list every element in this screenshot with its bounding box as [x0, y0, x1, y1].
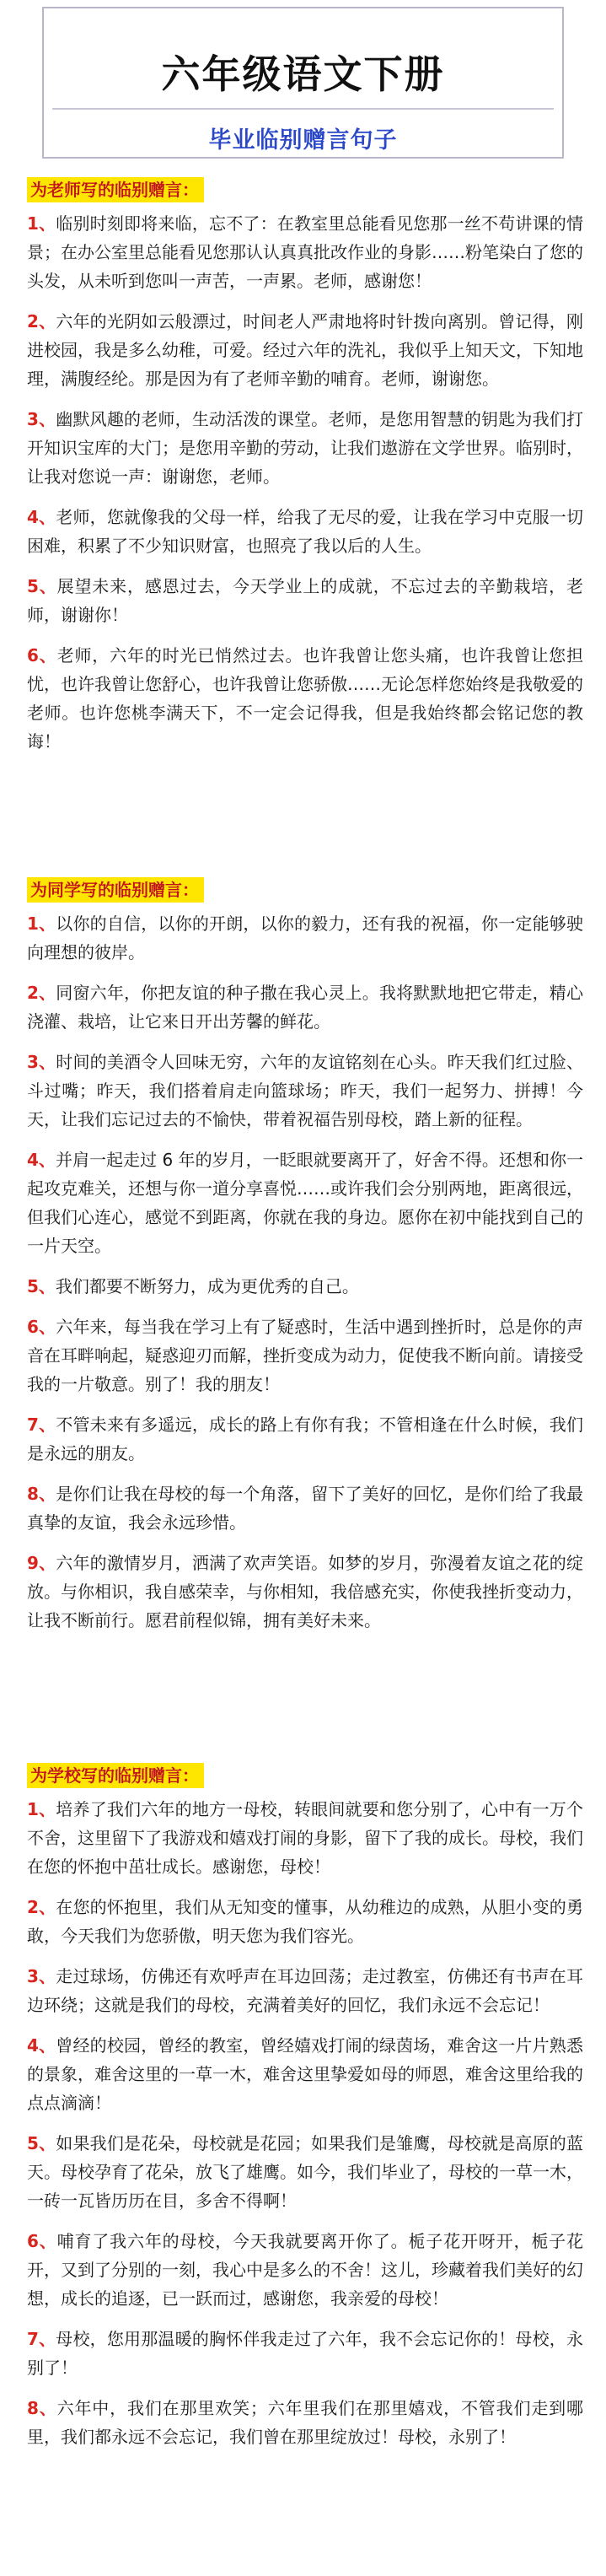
list-item	[27, 405, 583, 491]
item-text: 临别时刻即将来临，忘不了：在教室里总能看见您那一丝不苟讲课的情景；在办公室里总能看见您那认认真真批改作业的身影……粉笔染白了您的头发，从未听到您叫一声苦，一声累。老师，感谢您！	[27, 213, 583, 291]
section-items	[27, 209, 583, 756]
item-number: 4、	[27, 1150, 56, 1170]
item-text: 如果我们是花朵，母校就是花园；如果我们是雏鹰，母校就是高原的蓝天。母校孕育了花朵，放飞了雄鹰。如今，我们毕业了，母校的一草一木，一砖一瓦皆历历在目，多舍不得啊！	[27, 2133, 583, 2211]
title-box	[42, 7, 564, 159]
item-text: 同窗六年，你把友谊的种子撒在我心灵上。我将默默地把它带走，精心浇灌、栽培，让它来日开出芳馨的鲜花。	[27, 983, 583, 1032]
item-number: 9、	[27, 1553, 56, 1573]
section-teacher	[27, 177, 583, 768]
item-number: 7、	[27, 1415, 56, 1435]
section-title: 为老师写的临别赠言：	[27, 177, 204, 202]
item-text: 不管未来有多遥远，成长的路上有你有我；不管相逢在什么时候，我们是永远的朋友。	[27, 1415, 583, 1463]
list-item	[27, 909, 583, 967]
list-item	[27, 1479, 583, 1537]
item-text: 六年的激情岁月，洒满了欢声笑语。如梦的岁月，弥漫着友谊之花的绽放。与你相识，我自感荣幸，与你相知，我倍感充实，你使我挫折变动力，让我不断前行。愿君前程似锦，拥有美好未来。	[27, 1553, 583, 1630]
item-number: 3、	[27, 1052, 56, 1072]
list-item	[27, 978, 583, 1036]
item-text: 并肩一起走过 6 年的岁月，一眨眼就要离开了，好舍不得。还想和你一起攻克难关，还想与你一道分享喜悦……或许我们会分别两地，距离很远，但我们心连心，感觉不到距离，你就在我的身边。愿你在初中能找到自己的一片天空。	[27, 1150, 583, 1256]
title-divider	[52, 108, 554, 110]
list-item	[27, 572, 583, 629]
item-text: 展望未来，感恩过去，今天学业上的成就，不忘过去的辛勤栽培，老师，谢谢你！	[27, 576, 584, 625]
list-item	[27, 1893, 583, 1950]
item-text: 曾经的校园，曾经的教室，曾经嬉戏打闹的绿茵场，难舍这一片片熟悉的景象，难舍这里的一草一木，难舍这里挚爱如母的师恩，难舍这里给我的点点滴滴！	[27, 2035, 583, 2113]
list-item	[27, 1549, 583, 1635]
item-text: 在您的怀抱里，我们从无知变的懂事，从幼稚边的成熟，从胆小变的勇敢，今天我们为您骄傲，明天您为我们容光。	[27, 1897, 583, 1946]
item-number: 6、	[27, 1317, 56, 1337]
item-text: 哺育了我六年的母校，今天我就要离开你了。栀子花开呀开，栀子花开，又到了分别的一刻，我心中是多么的不舍！这儿，珍藏着我们美好的幻想，成长的追逐，已一跃而过，感谢您，我亲爱的母校！	[27, 2231, 584, 2309]
item-number: 7、	[27, 2329, 56, 2349]
list-item	[27, 1145, 583, 1260]
item-text: 走过球场，仿佛还有欢呼声在耳边回荡；走过教室，仿佛还有书声在耳边环绕；这就是我们的母校，充满着美好的回忆，我们永远不会忘记！	[27, 1966, 583, 2015]
list-item	[27, 641, 583, 756]
section-title: 为学校写的临别赠言：	[27, 1763, 204, 1788]
list-item	[27, 2227, 583, 2313]
page-subtitle: 毕业临别赠言句子	[208, 127, 398, 154]
item-number: 6、	[27, 645, 57, 666]
item-text: 老师，六年的时光已悄然过去。也许我曾让您头痛，也许我曾让您担忧，也许我曾让您舒心，也许我曾让您骄傲……无论怎样您始终是我敬爱的老师。也许您桃李满天下，不一定会记得我，但是我始终都会铭记您的教诲！	[27, 645, 584, 752]
section-title: 为同学写的临别赠言：	[27, 877, 204, 903]
item-number: 5、	[27, 1276, 56, 1296]
list-item	[27, 2325, 583, 2382]
item-text: 六年来，每当我在学习上有了疑惑时，生活中遇到挫折时，总是你的声音在耳畔响起，疑惑迎刃而解，挫折变成为动力，促使我不断向前。请接受我的一片敬意。别了！我的朋友！	[27, 1317, 583, 1394]
item-text: 幽默风趣的老师，生动活泼的课堂。老师，是您用智慧的钥匙为我们打开知识宝库的大门；是您用辛勤的劳动，让我们遨游在文学世界。临别时，让我对您说一声：谢谢您，老师。	[27, 409, 583, 487]
item-number: 3、	[27, 1966, 56, 1986]
item-text: 六年的光阴如云般漂过，时间老人严肃地将时针拨向离别。曾记得，刚进校园，我是多么幼稚，可爱。经过六年的洗礼，我似乎上知天文，下知地理，满腹经纶。那是因为有了老师辛勤的哺育。老师，谢谢您。	[27, 311, 583, 389]
item-number: 5、	[27, 2133, 56, 2153]
item-number: 8、	[27, 2398, 57, 2418]
section-items	[27, 909, 583, 1635]
item-number: 8、	[27, 1484, 56, 1504]
item-number: 2、	[27, 983, 56, 1003]
list-item	[27, 2129, 583, 2215]
item-number: 1、	[27, 1799, 56, 1819]
section-items	[27, 1795, 583, 2451]
list-item	[27, 2394, 583, 2451]
item-number: 2、	[27, 1897, 56, 1917]
list-item	[27, 1795, 583, 1881]
page-title: 六年级语文下册	[161, 51, 445, 97]
list-item	[27, 307, 583, 393]
item-text: 六年中，我们在那里欢笑；六年里我们在那里嬉戏，不管我们走到哪里，我们都永远不会忘记，我们曾在那里绽放过！母校，永别了！	[27, 2398, 584, 2447]
list-item	[27, 209, 583, 295]
item-number: 4、	[27, 2035, 56, 2056]
item-text: 以你的自信，以你的开朗，以你的毅力，还有我的祝福，你一定能够驶向理想的彼岸。	[27, 913, 583, 962]
list-item	[27, 503, 583, 560]
item-number: 4、	[27, 507, 56, 527]
item-number: 6、	[27, 2231, 57, 2251]
item-number: 2、	[27, 311, 56, 331]
item-number: 1、	[27, 213, 56, 234]
item-number: 5、	[27, 576, 57, 596]
list-item	[27, 1962, 583, 2019]
item-text: 是你们让我在母校的每一个角落，留下了美好的回忆，是你们给了我最真挚的友谊，我会永远珍惜。	[27, 1484, 583, 1533]
item-number: 3、	[27, 409, 56, 429]
item-number: 1、	[27, 913, 56, 934]
item-text: 培养了我们六年的地方一母校，转眼间就要和您分别了，心中有一万个不舍，这里留下了我游戏和嬉戏打闹的身影，留下了我的成长。母校，我们在您的怀抱中茁壮成长。感谢您，母校！	[27, 1799, 583, 1877]
list-item	[27, 2031, 583, 2117]
list-item	[27, 1048, 583, 1134]
section-classmates	[27, 877, 583, 1646]
list-item	[27, 1312, 583, 1398]
section-school	[27, 1763, 583, 2463]
item-text: 我们都要不断努力，成为更优秀的自己。	[55, 1276, 359, 1296]
list-item	[27, 1410, 583, 1468]
list-item	[27, 1272, 583, 1301]
item-text: 老师，您就像我的父母一样，给我了无尽的爱，让我在学习中克服一切困难，积累了不少知识财富，也照亮了我以后的人生。	[27, 507, 583, 556]
item-text: 母校，您用那温暖的胸怀伴我走过了六年，我不会忘记你的！母校，永别了！	[27, 2329, 583, 2378]
item-text: 时间的美酒令人回味无穷，六年的友谊铭刻在心头。昨天我们红过脸、斗过嘴；昨天，我们搭着肩走向篮球场；昨天，我们一起努力、拼搏！今天，让我们忘记过去的不愉快，带着祝福告别母校，踏上新的征程。	[27, 1052, 583, 1129]
